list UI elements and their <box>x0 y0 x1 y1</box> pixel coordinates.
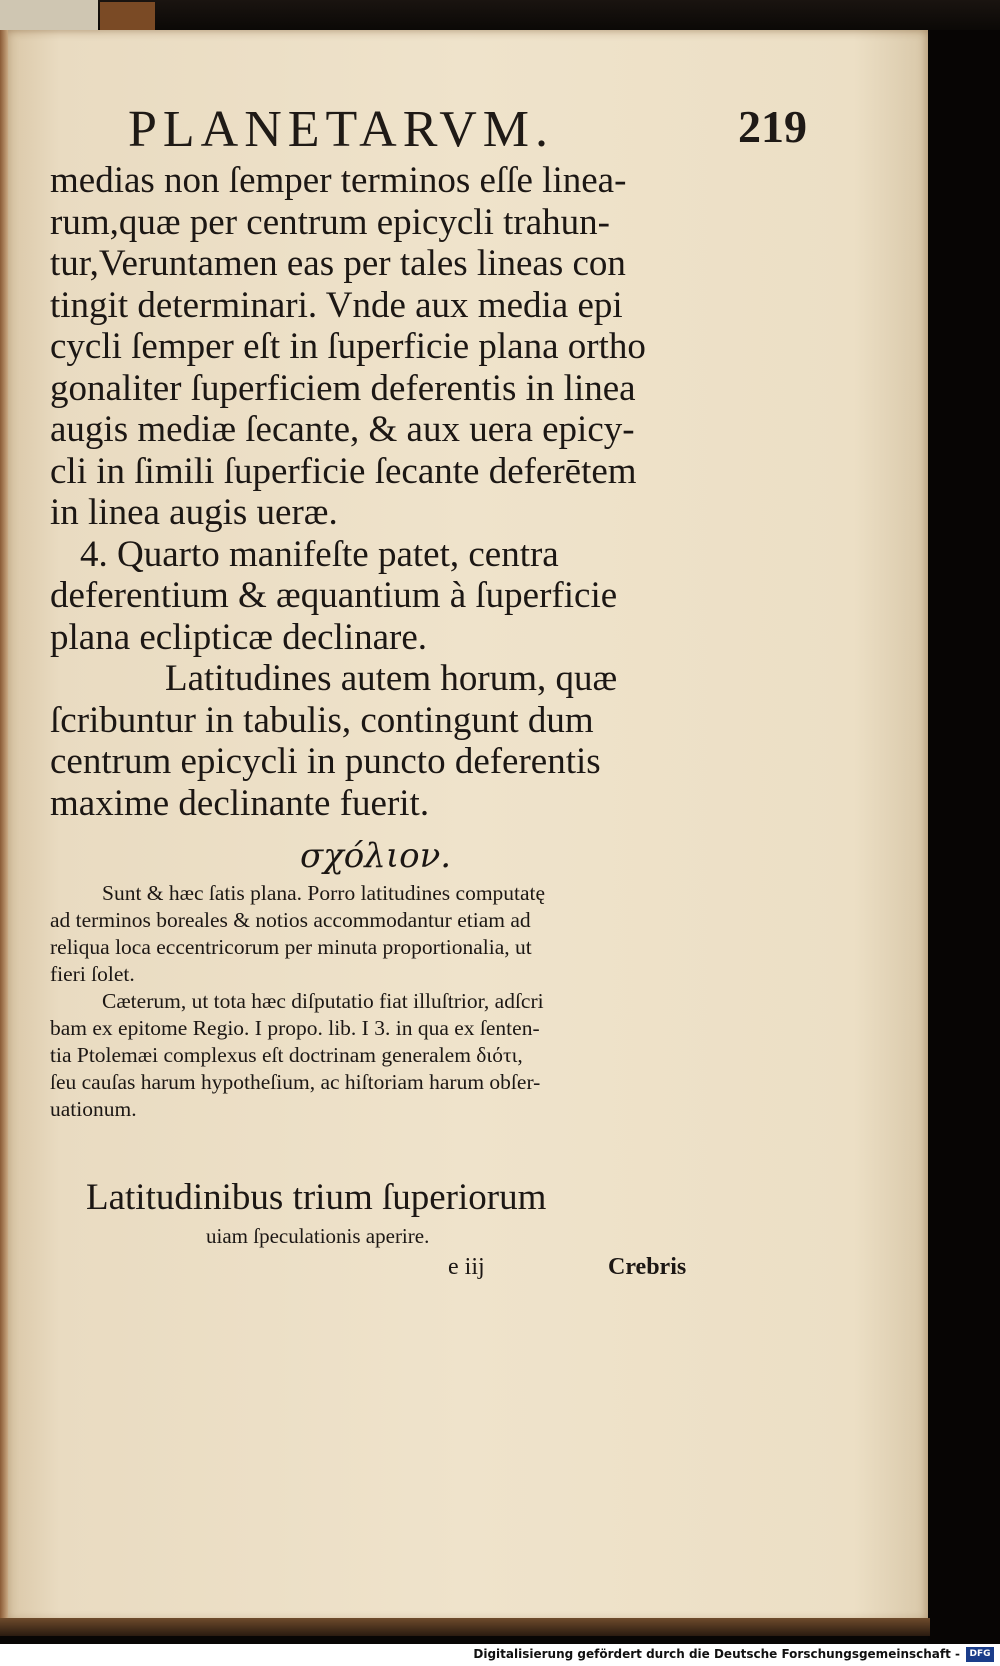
scan-tab-light <box>0 0 98 30</box>
scholion-line: ſeu cauſas harum hypotheſium, ac hiſtoriam harum obſer- <box>50 1070 541 1094</box>
signature-mark: e iij <box>448 1254 485 1280</box>
scholion-line: reliqua loca eccentricorum per minuta proportionalia, ut <box>50 935 532 959</box>
paragraph-5-line: ſcribuntur in tabulis, contingunt dum <box>50 699 594 741</box>
running-head <box>128 100 828 160</box>
scholion-line: Cæterum, ut tota hæc diſputatio fiat illuſtrior, adſcri <box>102 989 544 1013</box>
page-left-edge <box>0 30 8 1630</box>
text-line: rum,quæ per centrum epicycli trahun- <box>50 201 610 243</box>
running-title: PLANETARVM. <box>128 101 555 158</box>
paragraph-4-line: 4. Quarto manifeſte patet, centra <box>80 533 559 575</box>
scholion-line: bam ex epitome Regio. I propo. lib. I 3. in qua ex ſenten- <box>50 1016 540 1040</box>
text-line: augis mediæ ſecante, & aux uera epicy- <box>50 409 635 450</box>
text-line: medias non ſemper terminos eſſe linea- <box>50 160 627 201</box>
catchword: Crebris <box>608 1254 687 1280</box>
text-line: cli in ſimili ſuperficie ſecante deferētem <box>50 450 637 492</box>
page-bottom-edge <box>0 1618 930 1636</box>
text-line: tur,Veruntamen eas per tales lineas con <box>50 243 626 284</box>
scholion-line: ad terminos boreales & notios accommodantur etiam ad <box>50 908 531 932</box>
main-text-block <box>50 160 710 824</box>
section-title: Latitudinibus trium ſuperiorum <box>86 1177 547 1218</box>
paragraph-5-line: maxime declinante fuerit. <box>50 782 430 824</box>
section-subtitle: uiam ſpeculationis aperire. <box>206 1224 430 1248</box>
scholion-heading: σχόλιον. <box>300 836 452 876</box>
footer-credit: Digitalisierung gefördert durch die Deutsche Forschungsgemeinschaft - <box>473 1647 960 1661</box>
scholion-line: tia Ptolemæi complexus eſt doctrinam generalem διότι, <box>50 1043 523 1067</box>
scan-tab-brown <box>100 2 155 30</box>
scholion-line: Sunt & hæc ſatis plana. Porro latitudines computatę <box>102 881 546 905</box>
text-line: cycli ſemper eſt in ſuperficie plana ortho <box>50 326 646 367</box>
paragraph-5-line: Latitudines autem horum, quæ <box>165 658 618 699</box>
scan-top-strip <box>0 0 1000 32</box>
dfg-logo-icon: DFG <box>966 1647 994 1662</box>
text-line: tingit determinari. Vnde aux media epi <box>50 284 623 326</box>
scholion-line: fieri ſolet. <box>50 962 135 986</box>
scholion-line: uationum. <box>50 1097 137 1121</box>
paragraph-4-line: plana eclipticæ declinare. <box>50 616 428 658</box>
paragraph-5-line: centrum epicycli in puncto deferentis <box>50 741 601 782</box>
paragraph-4-line: deferentium & æquantium à ſuperficie <box>50 575 618 616</box>
page-number: 219 <box>738 101 807 152</box>
text-line: gonaliter ſuperficiem deferentis in linea <box>50 367 636 409</box>
text-line: in linea augis ueræ. <box>50 492 338 533</box>
digitization-footer <box>0 1644 1000 1666</box>
scholion-block <box>50 880 710 1123</box>
scan-right-border <box>928 30 1000 1640</box>
